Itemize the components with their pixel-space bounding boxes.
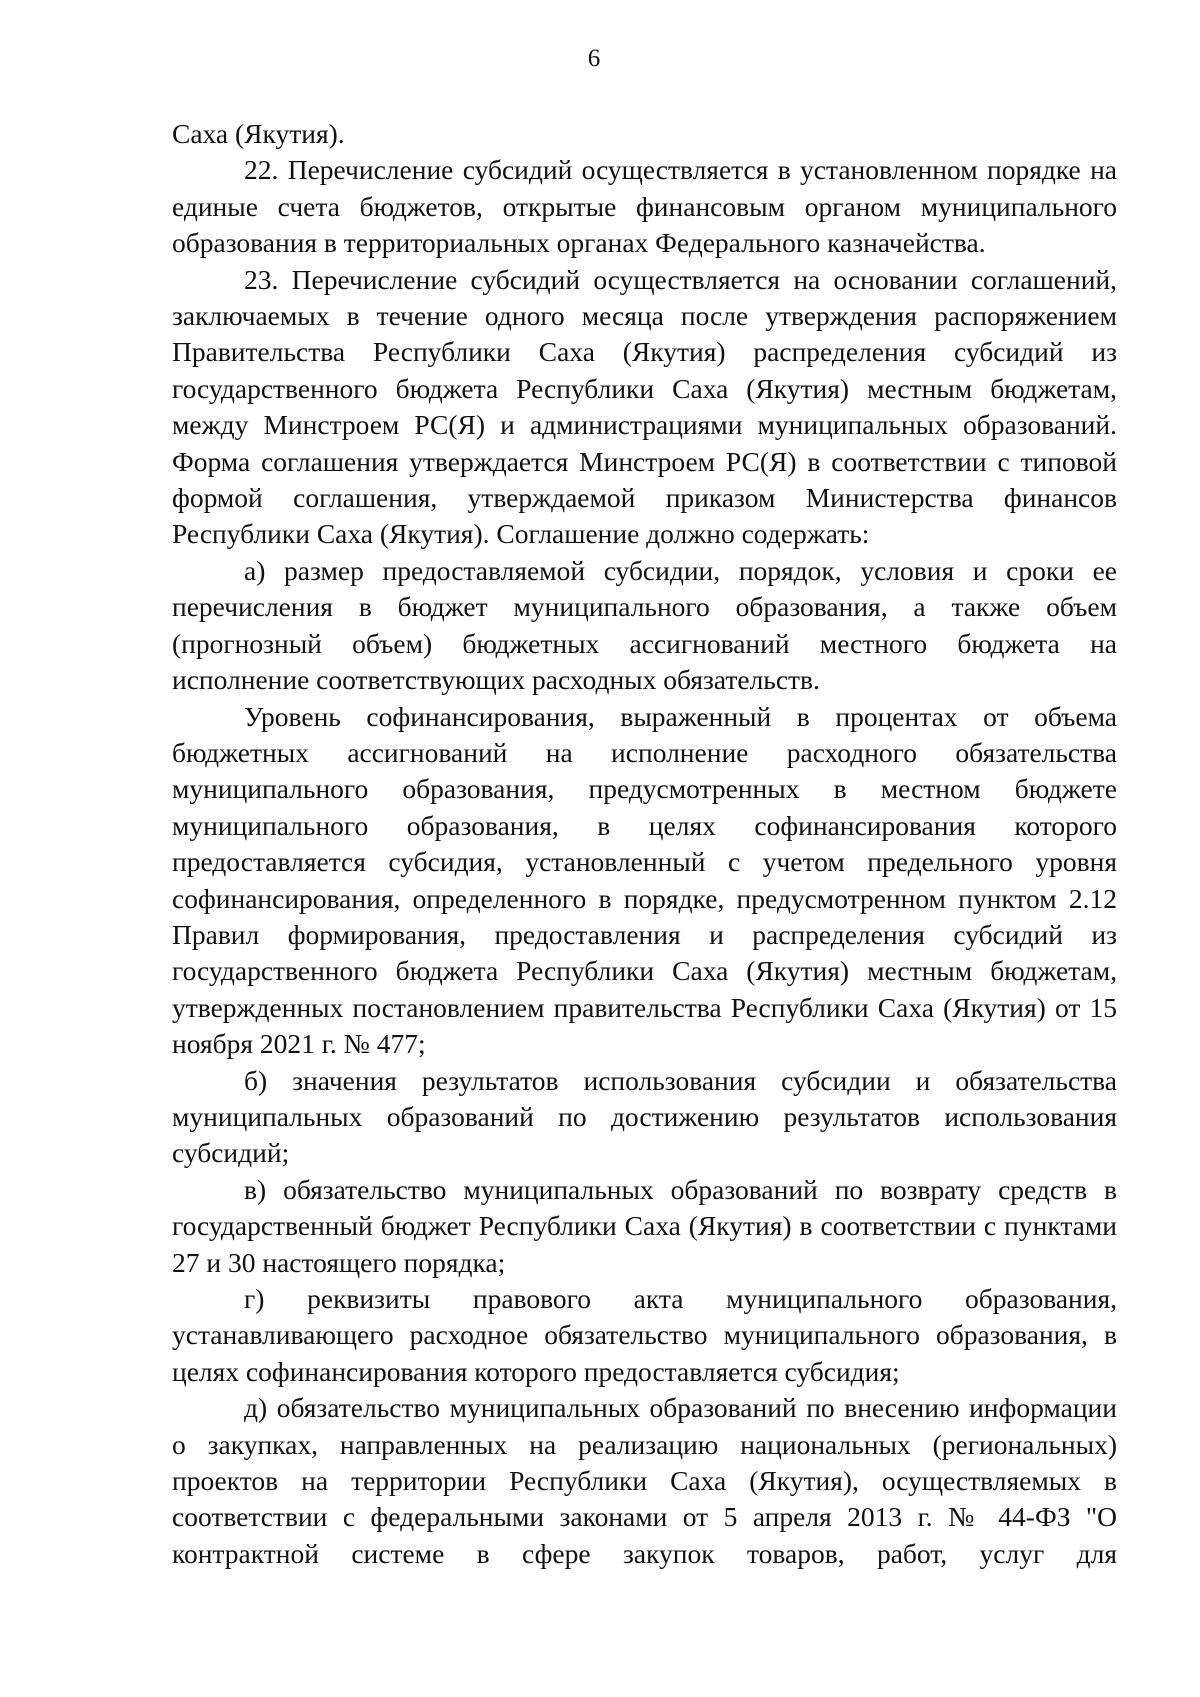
paragraph-continuation: Саха (Якутия).	[172, 118, 345, 149]
paragraph-subitem-d: д) обязательство муниципальных образований по внесению информации о закупках, направленных на реализацию национальных (региональных) проектов на территории Республики Саха (Якутия), осуществляемых в соответствии с федеральными законами от 5 апреля 2013 г. № 44-ФЗ "О контрактной системе в сфере закупок товаров, работ, услуг для	[172, 1392, 1117, 1569]
paragraph-subitem-b: б) значения результатов использования субсидии и обязательства муниципальных образований по достижению результатов использования субсидий;	[172, 1064, 1117, 1169]
paragraph-subitem-v: в) обязательство муниципальных образований по возврату средств в государственный бюджет Республики Саха (Якутия) в соответствии с пунктами 27 и 30 настоящего порядка;	[172, 1173, 1117, 1278]
paragraph-item-23: 23. Перечисление субсидий осуществляется на основании соглашений, заключаемых в течение одного месяца после утверждения распоряжением Правительства Республики Саха (Якутия) распределения субсидий из государственного бюджета Республики Саха (Якутия) местным бюджетам, между Минстроем РС(Я) и администрациями муниципальных образований. Форма соглашения утверждается Минстроем РС(Я) в соответствии с типовой формой соглашения, утверждаемой приказом Министерства финансов Республики Саха (Якутия). Соглашение должно содержать:	[172, 263, 1117, 550]
paragraph-subitem-a: а) размер предоставляемой субсидии, порядок, условия и сроки ее перечисления в бюджет муниципального образования, а также объем (прогнозный объем) бюджетных ассигнований местного бюджета на исполнение соответствующих расходных обязательств.	[172, 554, 1117, 696]
page-number: 6	[587, 45, 601, 72]
paragraph-cofinancing-level: Уровень софинансирования, выраженный в процентах от объема бюджетных ассигнований на исполнение расходного обязательства муниципального образования, предусмотренных в местном бюджете муниципального образования, в целях софинансирования которого предоставляется субсидия, установленный с учетом предельного уровня софинансирования, определенного в порядке, предусмотренном пунктом 2.12 Правил формирования, предоставления и распределения субсидий из государственного бюджета Республики Саха (Якутия) местным бюджетам, утвержденных постановлением правительства Республики Саха (Якутия) от 15 ноября 2021 г. № 477;	[172, 700, 1117, 1060]
paragraph-subitem-g: г) реквизиты правового акта муниципального образования, устанавливающего расходное обязательство муниципального образования, в целях софинансирования которого предоставляется субсидия;	[172, 1283, 1117, 1387]
document-body	[172, 116, 1117, 1572]
paragraph-item-22: 22. Перечисление субсидий осуществляется в установленном порядке на единые счета бюджетов, открытые финансовым органом муниципального образования в территориальных органах Федерального казначейства.	[172, 154, 1117, 259]
